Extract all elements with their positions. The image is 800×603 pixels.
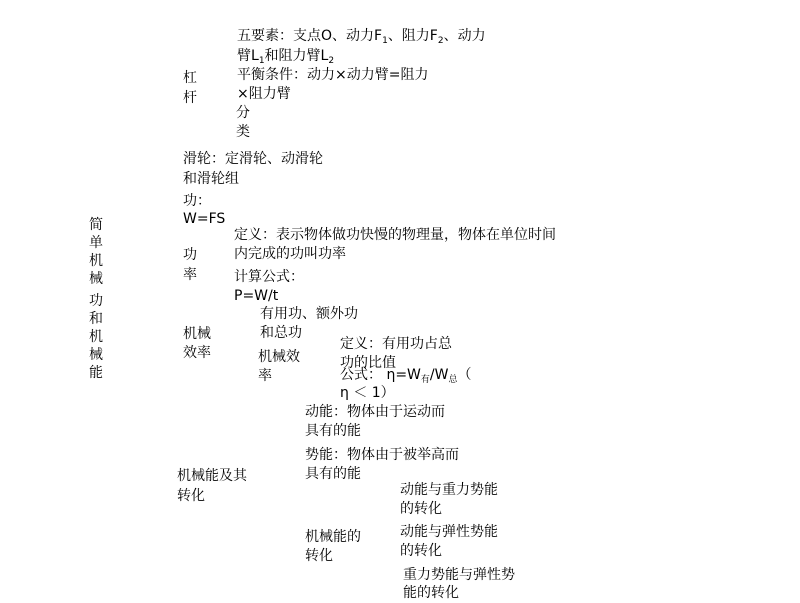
root-title-char: 械 [89,271,103,287]
root-title-char: 机 [89,253,103,269]
efficiency-label-1: 机械 [183,326,211,342]
lever-five-elements-line-1: 五要素：支点O、动力$F_1$、阻力$F_2$、动力 [237,28,486,46]
power-definition-2: 内完成的功叫功率 [234,246,346,262]
efficiency-definition-1: 定义：有用功占总 [340,336,452,352]
kinetic-energy-line-1: 动能：物体由于运动而 [305,404,445,420]
lever-balance-line-2: ×阻力臂 [237,86,291,102]
root-title-char: 械 [89,347,103,363]
conversion-kinetic-gravity-1: 动能与重力势能 [400,482,498,498]
mech-energy-label-2: 转化 [177,488,205,504]
lever-label-1: 杠 [183,70,197,86]
lever-five-elements-line-2: 臂$L_1$和阻力臂$L_2$ [237,48,335,66]
lever-label-2: 杆 [183,90,197,106]
power-label-1: 功 [183,247,197,263]
pulley-line-1: 滑轮：定滑轮、动滑轮 [183,151,323,167]
potential-energy-line-2: 具有的能 [305,466,361,482]
lever-classify-1: 分 [236,105,250,121]
efficiency-formula-line-2: η ＜ 1） [340,385,395,401]
root-title-char: 功 [89,293,103,309]
conversion-kinetic-gravity-2: 的转化 [400,501,442,517]
root-title-char: 能 [89,365,103,381]
conversion-gravity-elastic-2: 能的转化 [403,585,459,601]
efficiency-sublabel-2: 率 [258,368,272,384]
conversion-label-2: 转化 [305,548,333,564]
lever-balance-line-1: 平衡条件：动力×动力臂=阻力 [237,67,429,83]
root-title-char: 和 [89,311,103,327]
root-title-char: 简 [89,217,103,233]
root-title-char: 单 [89,235,103,251]
efficiency-definition-2: 功的比值 [340,355,396,371]
conversion-kinetic-elastic-1: 动能与弹性势能 [400,524,498,540]
pulley-line-2: 和滑轮组 [183,171,239,187]
conversion-label-1: 机械能的 [305,529,361,545]
power-definition-1: 定义：表示物体做功快慢的物理量，物体在单位时间 [234,227,556,243]
lever-classify-2: 类 [236,124,250,140]
work-line-2: W=FS [183,211,226,227]
efficiency-types-2: 和总功 [260,325,302,341]
kinetic-energy-line-2: 具有的能 [305,423,361,439]
conversion-gravity-elastic-1: 重力势能与弹性势 [403,567,515,583]
power-formula-2: P=W/t [234,288,279,304]
mech-energy-label-1: 机械能及其 [177,468,247,484]
root-title-char: 机 [89,329,103,345]
conversion-kinetic-elastic-2: 的转化 [400,543,442,559]
efficiency-types-1: 有用功、额外功 [260,306,358,322]
efficiency-formula-line-1: 公式： $\eta=W_有/W_总$（ [340,367,472,385]
efficiency-sublabel-1: 机械效 [258,349,300,365]
power-label-2: 率 [183,267,197,283]
efficiency-label-2: 效率 [183,345,211,361]
potential-energy-line-1: 势能：物体由于被举高而 [305,447,459,463]
work-line-1: 功： [183,193,211,209]
power-formula-1: 计算公式： [234,269,304,285]
